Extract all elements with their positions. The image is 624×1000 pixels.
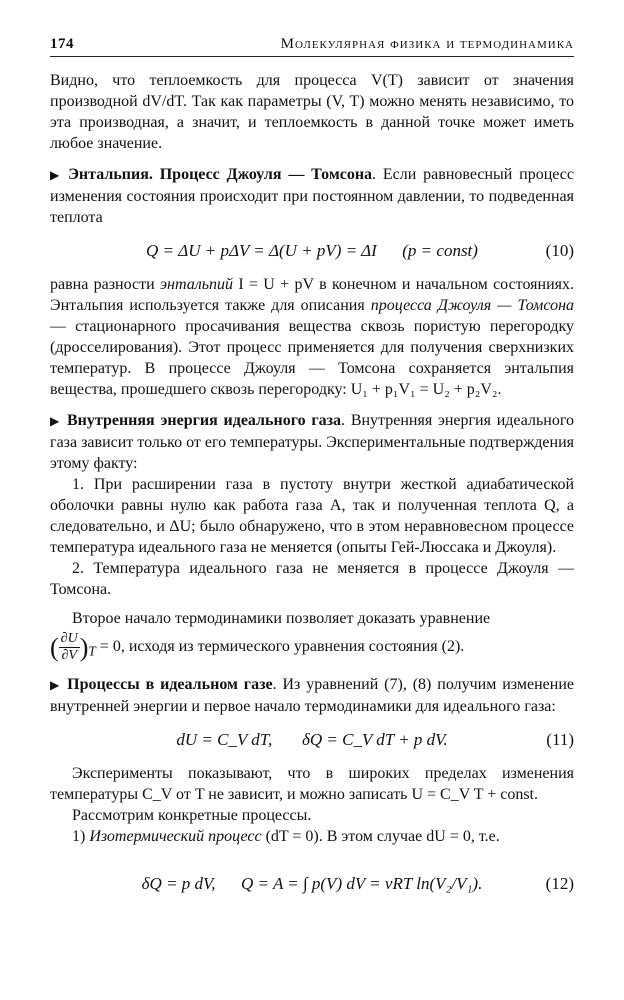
equation-12: [50, 855, 574, 915]
section-title: Внутренняя энергия идеального газа: [67, 412, 342, 429]
paragraph-processes: Рассмотрим конкретные процессы.: [72, 807, 312, 824]
section-marker-icon: ▶: [50, 414, 61, 428]
equation-10: [50, 236, 574, 266]
text-run: I = U + pV в конечном и начальном состояниях. Энтальпия используется также для описания: [50, 276, 575, 314]
page-number: 174: [50, 36, 74, 52]
subscript: T: [88, 643, 96, 659]
text-run: 1): [72, 828, 90, 845]
paragraph-enthalpy: [50, 274, 574, 400]
list-item: 2. Температура идеального газа не меняется в процессе Джоуля — Томсона.: [50, 560, 574, 598]
page-header: [50, 36, 574, 57]
italic-term: энтальпий: [160, 276, 233, 293]
equation-formula: dU = C_V dT, δQ = C_V dT + p dV.: [176, 730, 448, 749]
section-marker-icon: ▶: [50, 678, 62, 692]
paragraph-isothermal: [50, 826, 574, 847]
left-paren: (: [50, 633, 59, 662]
section-enthalpy: [50, 164, 574, 228]
derivative-line: [50, 631, 574, 664]
section-marker-icon: ▶: [50, 168, 63, 182]
running-title: Молекулярная физика и термодинамика: [280, 36, 574, 52]
section-text: . Из уравнений (7), (8) получим изменение внутренней энергии и первое начало термодинамики для идеального газа:: [50, 676, 575, 715]
body-text: [50, 70, 574, 923]
text-run: (dT = 0). В этом случае dU = 0, т.е.: [261, 828, 500, 845]
section-title: Энтальпия. Процесс Джоуля — Томсона: [68, 166, 373, 183]
equation-number: (10): [545, 241, 574, 260]
fraction-denominator: ∂V: [61, 648, 77, 663]
section-title: Процессы в идеальном газе: [67, 676, 273, 693]
equation-11: [50, 725, 574, 755]
section-internal-energy: [50, 410, 574, 474]
section-text: . Внутренняя энергия идеального газа зависит только от его температуры. Экспериментальные подтверждения этому факту:: [50, 412, 574, 472]
text-run: = 0, исходя из термического уравнения состояния (2).: [95, 638, 465, 656]
list-item: 1. При расширении газа в пустоту внутри жесткой адиабатической оболочки равны нулю как работа газа A, так и полученная теплота Q, а следовательно, и ΔU; было обнаружено, что в этом неравновесном процессе температура идеального газа не меняется (опыты Гей-Люссака и Джоуля).: [50, 476, 574, 556]
text-run: — стационарного просачивания вещества сквозь пористую перегородку (дросселирования). Этот процесс применяется для получения сверхнизких температур. В процессе Джоуля — Томсона сохраняется энтальпия вещества, прошедшего сквозь перегородку: U₁ + p₁V₁ = U₂ + p₂V₂.: [50, 318, 574, 398]
section-ideal-gas-processes: [50, 674, 574, 717]
paragraph-intro: Видно, что теплоемкость для процесса V(T) зависит от значения производной dV/dT. Так как параметры (V, T) можно менять независимо, то эта производная, а значит, и теплоемкость в данной точке может иметь любое значение.: [50, 72, 574, 152]
paragraph-second-law: Второе начало термодинамики позволяет доказать уравнение: [72, 610, 491, 627]
right-paren: ): [79, 633, 89, 662]
equation-number: (11): [546, 730, 574, 749]
paragraph-experiments: Эксперименты показывают, что в широких пределах изменения температуры C_V от T не зависит, и можно записать U = C_V T + const.: [50, 765, 574, 803]
fraction-numerator: ∂U: [60, 631, 78, 646]
italic-term: Изотермический процесс: [89, 828, 262, 845]
equation-number: (12): [545, 874, 574, 893]
italic-term: процесса Джоуля — Томсона: [370, 297, 575, 314]
equation-formula: δQ = p dV, Q = A = ∫ p(V) dV = νRT ln(V₂/V₁).: [141, 874, 483, 893]
fraction: [59, 631, 80, 664]
text-run: равна разности: [50, 276, 160, 293]
equation-formula: Q = ΔU + pΔV = Δ(U + pV) = ΔI (p = const): [146, 241, 478, 260]
section-text: . Если равновесный процесс изменения состояния происходит при постоянном давлении, то подведенная теплота: [50, 166, 575, 226]
